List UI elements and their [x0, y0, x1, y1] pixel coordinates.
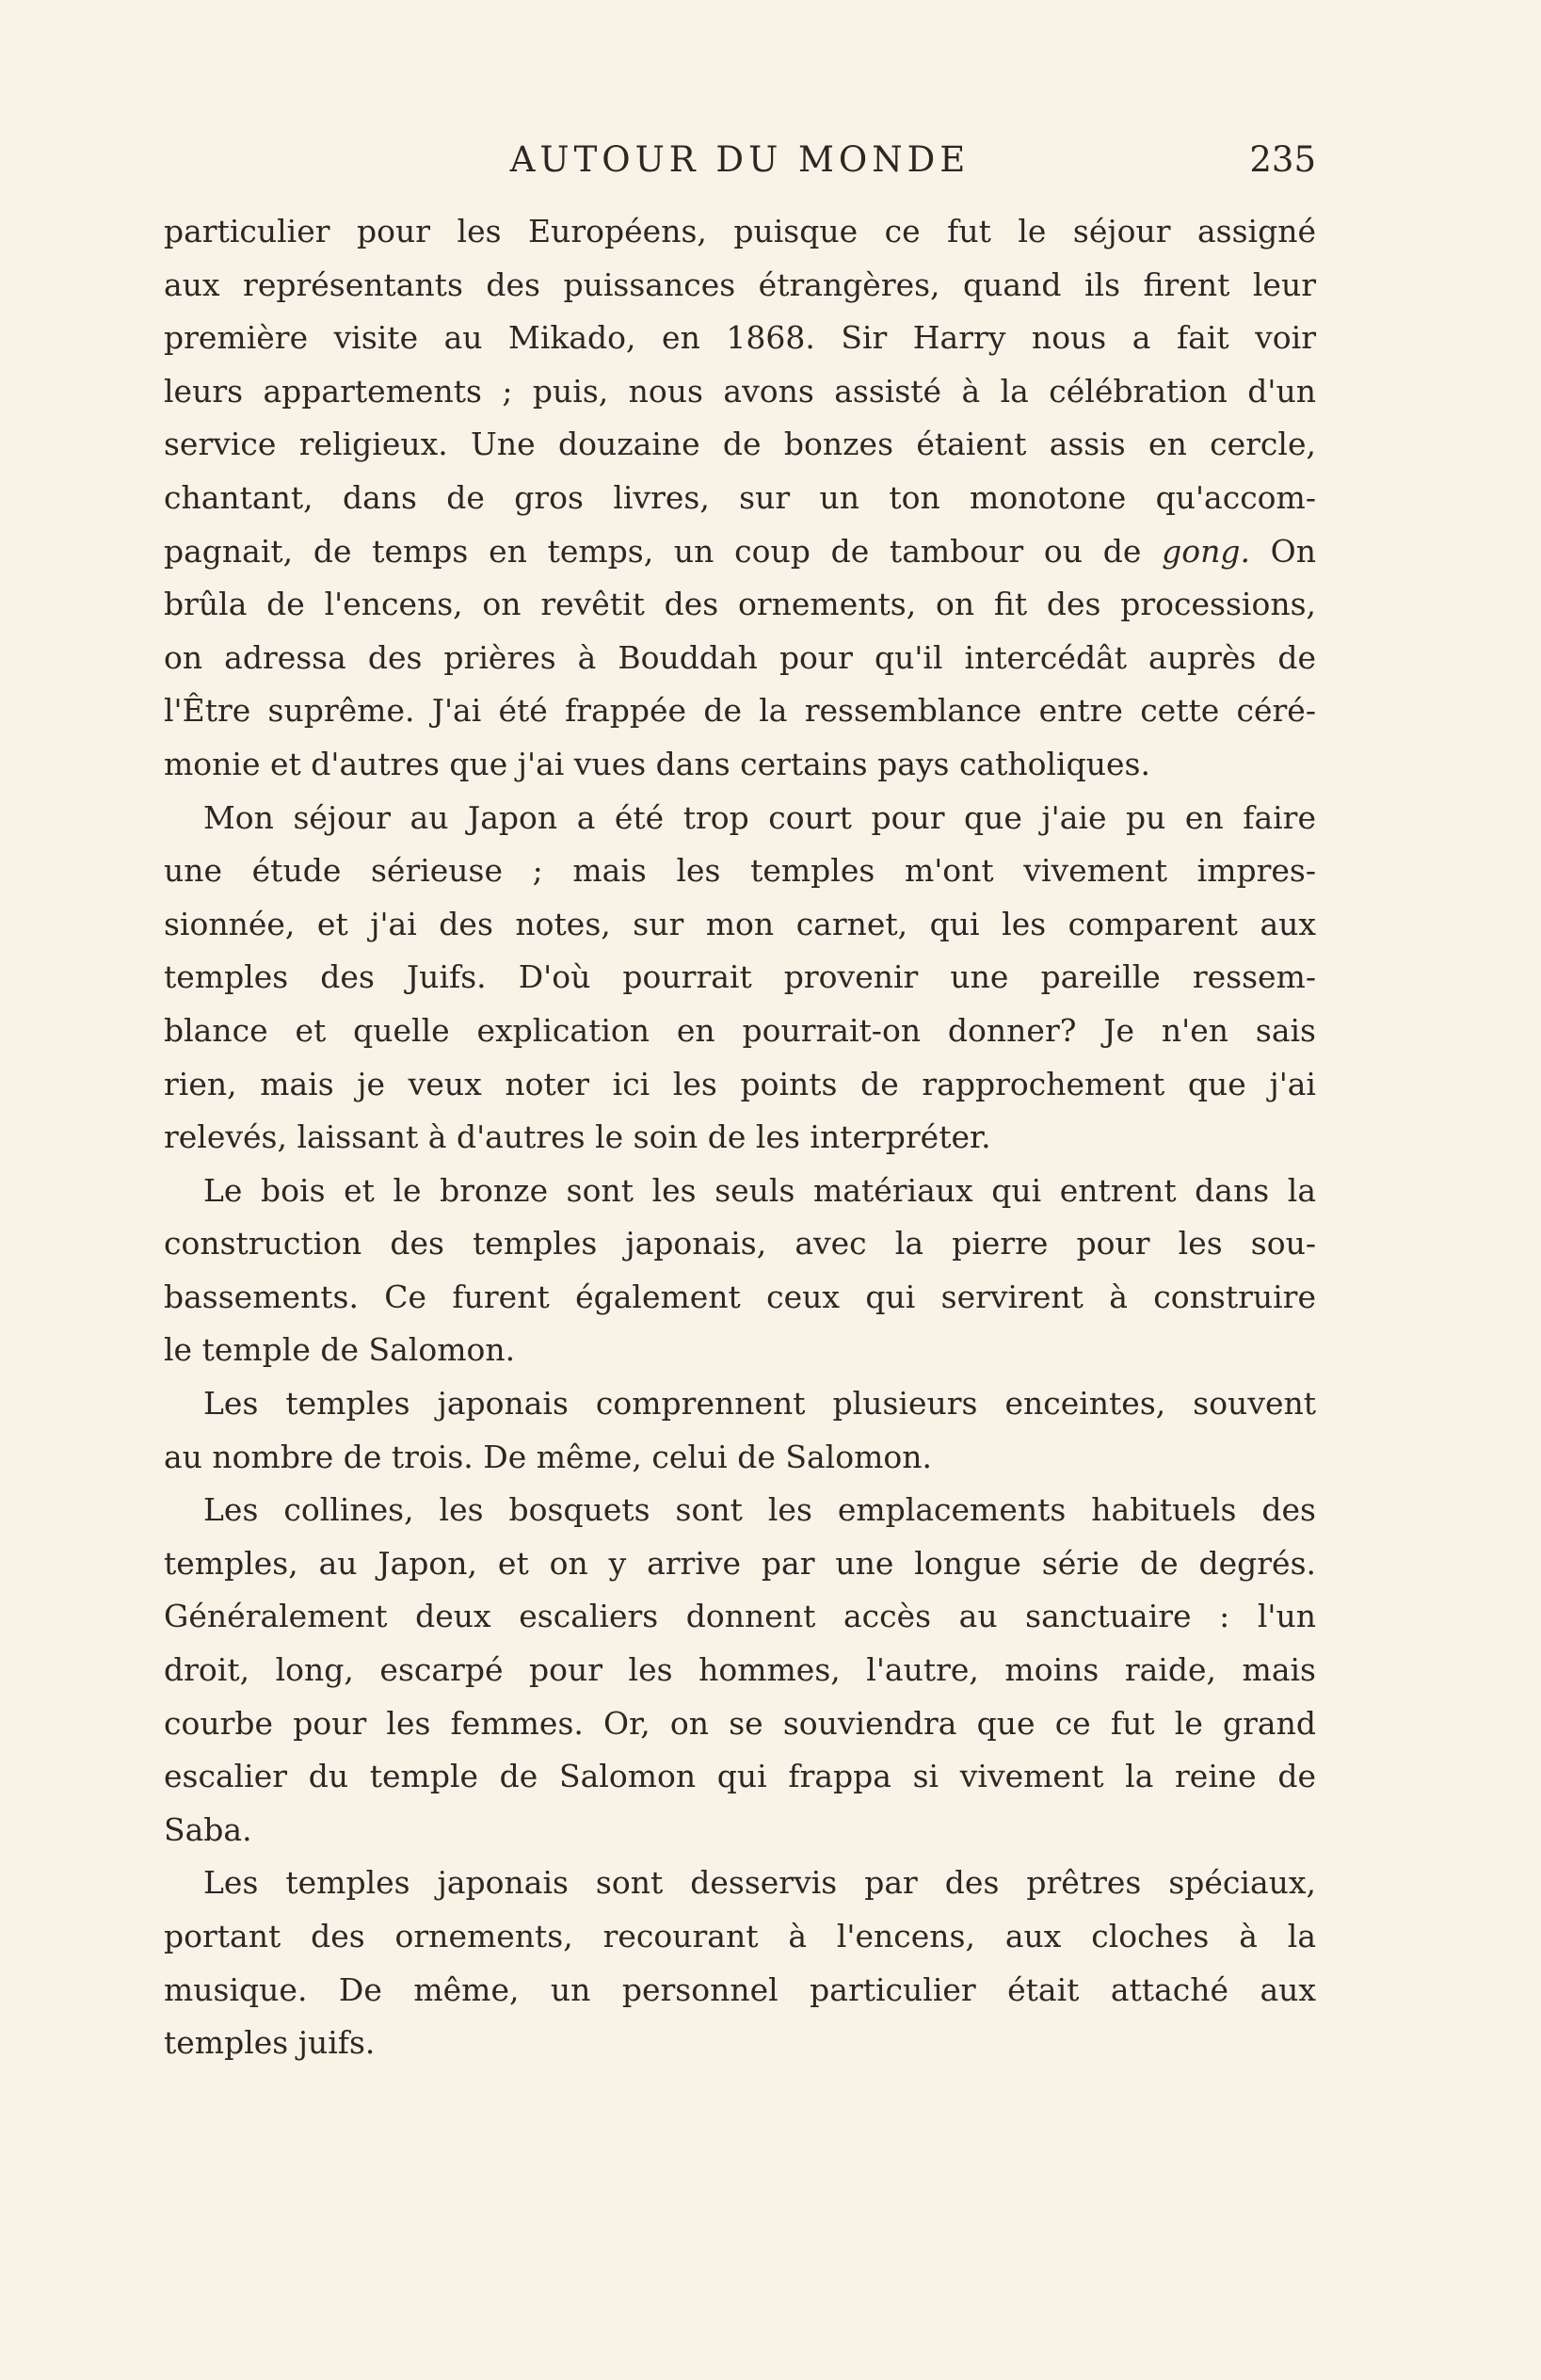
- text-line: escalier du temple de Salomon qui frappa si vivement la reine de: [164, 1758, 1316, 1795]
- text-line: leurs appartements ; puis, nous avons assisté à la célébration d'un: [164, 372, 1316, 410]
- text-line: première visite au Mikado, en 1868. Sir Harry nous a fait voir: [164, 319, 1316, 357]
- text-line: le temple de Salomon.: [164, 1331, 516, 1369]
- text-segment: On: [1249, 532, 1316, 570]
- text-line: temples, au Japon, et on y arrive par une longue série de degrés.: [164, 1544, 1316, 1582]
- text-line: une étude sérieuse ; mais les temples m'ont vivement impres-: [164, 852, 1316, 890]
- text-line: bassements. Ce furent également ceux qui servirent à construire: [164, 1278, 1316, 1315]
- paragraph: [164, 1165, 1316, 1377]
- italic-word: gong.: [1162, 532, 1250, 570]
- paragraph: [164, 1857, 1316, 2069]
- text-line: Les temples japonais comprennent plusieurs enceintes, souvent: [203, 1385, 1316, 1423]
- text-line: brûla de l'encens, on revêtit des ornements, on fit des processions,: [164, 586, 1316, 623]
- text-line: l'Être suprême. J'ai été frappée de la ressemblance entre cette céré-: [164, 692, 1316, 730]
- text-segment: pagnait, de temps en temps, un coup de tambour ou de: [164, 532, 1163, 570]
- text-line: [164, 525, 1316, 579]
- text-line: temples juifs.: [164, 2024, 376, 2062]
- text-line: monie et d'autres que j'ai vues dans certains pays catholiques.: [164, 745, 1150, 782]
- body-text: [164, 205, 1316, 2070]
- text-line: aux représentants des puissances étrangères, quand ils firent leur: [164, 265, 1316, 303]
- text-line: on adressa des prières à Bouddah pour qu'il intercédât auprès de: [164, 638, 1316, 676]
- text-line: Saba.: [164, 1810, 252, 1848]
- text-line: sionnée, et j'ai des notes, sur mon carnet, qui les comparent aux: [164, 905, 1316, 942]
- text-line: musique. De même, un personnel particulier était attaché aux: [164, 1970, 1316, 2008]
- text-line: particulier pour les Européens, puisque ce fut le séjour assigné: [164, 213, 1316, 249]
- text-line: courbe pour les femmes. Or, on se souviendra que ce fut le grand: [164, 1704, 1316, 1742]
- text-line: temples des Juifs. D'où pourrait provenir une pareille ressem-: [164, 958, 1316, 996]
- paragraph: [164, 205, 1316, 792]
- running-title: AUTOUR DU MONDE: [509, 139, 971, 180]
- running-head: [164, 132, 1316, 188]
- text-line: au nombre de trois. De même, celui de Salomon.: [164, 1438, 932, 1475]
- paragraph: [164, 1484, 1316, 1857]
- text-line: Mon séjour au Japon a été trop court pour que j'aie pu en faire: [203, 798, 1316, 836]
- text-line: rien, mais je veux noter ici les points de rapprochement que j'ai: [164, 1065, 1316, 1102]
- text-line: Les temples japonais sont desservis par des prêtres spéciaux,: [203, 1864, 1316, 1902]
- text-line: Généralement deux escaliers donnent accès au sanctuaire : l'un: [164, 1598, 1316, 1635]
- text-line: droit, long, escarpé pour les hommes, l'autre, moins raide, mais: [164, 1651, 1316, 1689]
- text-line: Les collines, les bosquets sont les emplacements habituels des: [203, 1491, 1316, 1529]
- text-line: portant des ornements, recourant à l'encens, aux cloches à la: [164, 1918, 1316, 1954]
- page-number: 235: [1249, 139, 1316, 180]
- text-line: Le bois et le bronze sont les seuls matériaux qui entrent dans la: [203, 1171, 1316, 1209]
- text-line: chantant, dans de gros livres, sur un ton monotone qu'accom-: [164, 478, 1316, 516]
- paragraph: [164, 792, 1316, 1165]
- text-line: relevés, laissant à d'autres le soin de les interpréter.: [164, 1118, 991, 1156]
- text-line: service religieux. Une douzaine de bonzes étaient assis en cercle,: [164, 426, 1316, 463]
- paragraph: [164, 1377, 1316, 1484]
- text-line: blance et quelle explication en pourrait-on donner? Je n'en sais: [164, 1011, 1316, 1049]
- text-line: construction des temples japonais, avec la pierre pour les sou-: [164, 1225, 1316, 1262]
